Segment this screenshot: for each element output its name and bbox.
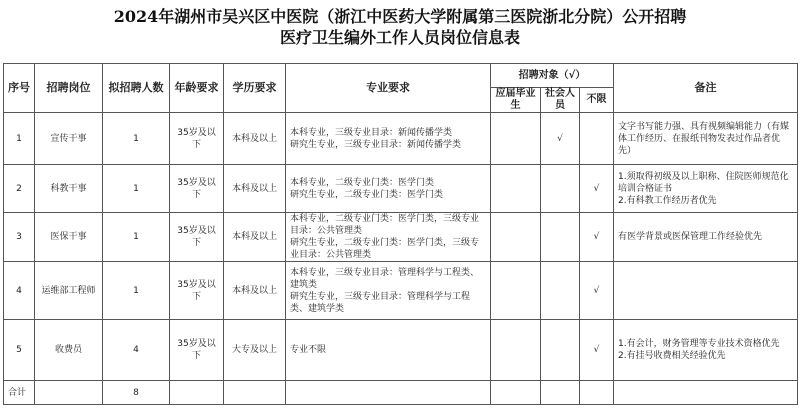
row-target-social <box>541 213 580 262</box>
total-row <box>4 381 798 405</box>
row-seq: 1 <box>4 113 35 165</box>
major-line: 本科专业，二级专业门类：医学门类，三级专业目录：公共管理类 <box>290 214 480 236</box>
remark-line: 1.有会计，财务管理等专业技术资格优先 <box>618 339 780 349</box>
header-remark: 备注 <box>614 64 798 113</box>
total-count: 8 <box>103 381 170 405</box>
header-major: 专业要求 <box>286 64 491 113</box>
row-education: 大专及以上 <box>224 320 286 381</box>
row-target-fresh <box>491 262 541 320</box>
row-education: 本科及以上 <box>224 213 286 262</box>
major-line: 研究生专业，三级专业目录：新闻传播学类 <box>290 139 462 150</box>
table-row <box>4 213 798 262</box>
row-position: 科教干事 <box>35 165 103 213</box>
row-education: 本科及以上 <box>224 262 286 320</box>
row-target-any <box>580 262 614 320</box>
check-mark-icon: √ <box>557 133 563 144</box>
header-target-any: 不限 <box>580 88 614 113</box>
row-major <box>286 262 491 320</box>
header-count: 拟招聘人数 <box>103 64 170 113</box>
row-target-social <box>541 320 580 381</box>
header-target-social: 社会人员 <box>541 88 580 113</box>
table-row <box>4 262 798 320</box>
recruitment-table <box>3 63 798 405</box>
row-remark <box>614 213 798 262</box>
check-mark-icon: √ <box>593 183 600 194</box>
row-target-any <box>580 165 614 213</box>
row-age: 35岁及以下 <box>170 262 224 320</box>
major-line: 研究生专业，三级专业目录：管理科学与工程类、建筑学类 <box>290 291 471 314</box>
major-line: 本科专业，三级专业目录：新闻传播学类 <box>290 127 453 138</box>
row-age: 35岁及以下 <box>170 213 224 262</box>
check-mark-icon: √ <box>593 285 600 296</box>
header-target-fresh: 应届毕业生 <box>491 88 541 113</box>
major-line: 本科专业，三级专业目录：管理科学与工程类、建筑类 <box>290 267 480 290</box>
row-count: 1 <box>103 113 170 165</box>
row-position: 宣传干事 <box>35 113 103 165</box>
row-seq: 2 <box>4 165 35 213</box>
row-age: 35岁及以下 <box>170 320 224 381</box>
row-major <box>286 213 491 262</box>
row-major <box>286 165 491 213</box>
row-target-any <box>580 213 614 262</box>
table-row <box>4 165 798 213</box>
row-age: 35岁及以下 <box>170 165 224 213</box>
row-target-social <box>541 165 580 213</box>
row-remark <box>614 320 798 381</box>
remark-line: 2.有挂号收费相关经验优先 <box>618 351 726 361</box>
remark-line: 有医学背景或医保管理工作经验优先 <box>618 232 763 242</box>
remark-line: 1.须取得初级及以上职称、住院医师规范化培训合格证书 <box>618 171 789 194</box>
row-position: 收费员 <box>35 320 103 381</box>
remark-line: 文字书写能力强、具有视频编辑能力（有媒体工作经历、在报纸刊物发表过作品者优先） <box>618 121 790 156</box>
row-count: 1 <box>103 165 170 213</box>
row-target-any <box>580 113 614 165</box>
major-line: 本科专业，二级专业门类：医学门类 <box>290 177 435 188</box>
row-count: 4 <box>103 320 170 381</box>
header-position: 招聘岗位 <box>35 64 103 113</box>
row-target-any <box>580 320 614 381</box>
table-row <box>4 113 798 165</box>
header-seq: 序号 <box>4 64 35 113</box>
header-target: 招聘对象（√） <box>491 64 614 88</box>
row-major <box>286 320 491 381</box>
header-row-1 <box>4 64 798 88</box>
row-count: 1 <box>103 213 170 262</box>
remark-line: 2.有科教工作经历者优先 <box>618 195 717 206</box>
row-age: 35岁及以下 <box>170 113 224 165</box>
row-target-fresh <box>491 165 541 213</box>
row-seq: 5 <box>4 320 35 381</box>
row-education: 本科及以上 <box>224 113 286 165</box>
check-mark-icon: √ <box>593 345 600 355</box>
row-remark <box>614 165 798 213</box>
row-target-social <box>541 113 580 165</box>
row-remark <box>614 262 798 320</box>
row-education: 本科及以上 <box>224 165 286 213</box>
major-line: 研究生专业，二级专业门类：医学门类 <box>290 189 444 200</box>
row-major <box>286 113 491 165</box>
row-position: 运维部工程师 <box>35 262 103 320</box>
row-target-fresh <box>491 320 541 381</box>
row-count: 1 <box>103 262 170 320</box>
header-age: 年龄要求 <box>170 64 224 113</box>
table-row <box>4 320 798 381</box>
page-title <box>0 6 800 48</box>
row-target-fresh <box>491 113 541 165</box>
check-mark-icon: √ <box>593 232 600 242</box>
row-remark <box>614 113 798 165</box>
row-target-fresh <box>491 213 541 262</box>
major-line: 专业不限 <box>290 345 327 355</box>
major-line: 研究生专业，二级专业门类：医学门类，三级专业目录：公共管理类 <box>290 238 480 260</box>
header-education: 学历要求 <box>224 64 286 113</box>
title-line-1: 2024年湖州市吴兴区中医院（浙江中医药大学附属第三医院浙北分院）公开招聘 <box>113 7 687 26</box>
total-label: 合计 <box>4 381 35 405</box>
row-target-social <box>541 262 580 320</box>
title-line-2: 医疗卫生编外工作人员岗位信息表 <box>279 28 520 47</box>
row-seq: 3 <box>4 213 35 262</box>
row-position: 医保干事 <box>35 213 103 262</box>
row-seq: 4 <box>4 262 35 320</box>
